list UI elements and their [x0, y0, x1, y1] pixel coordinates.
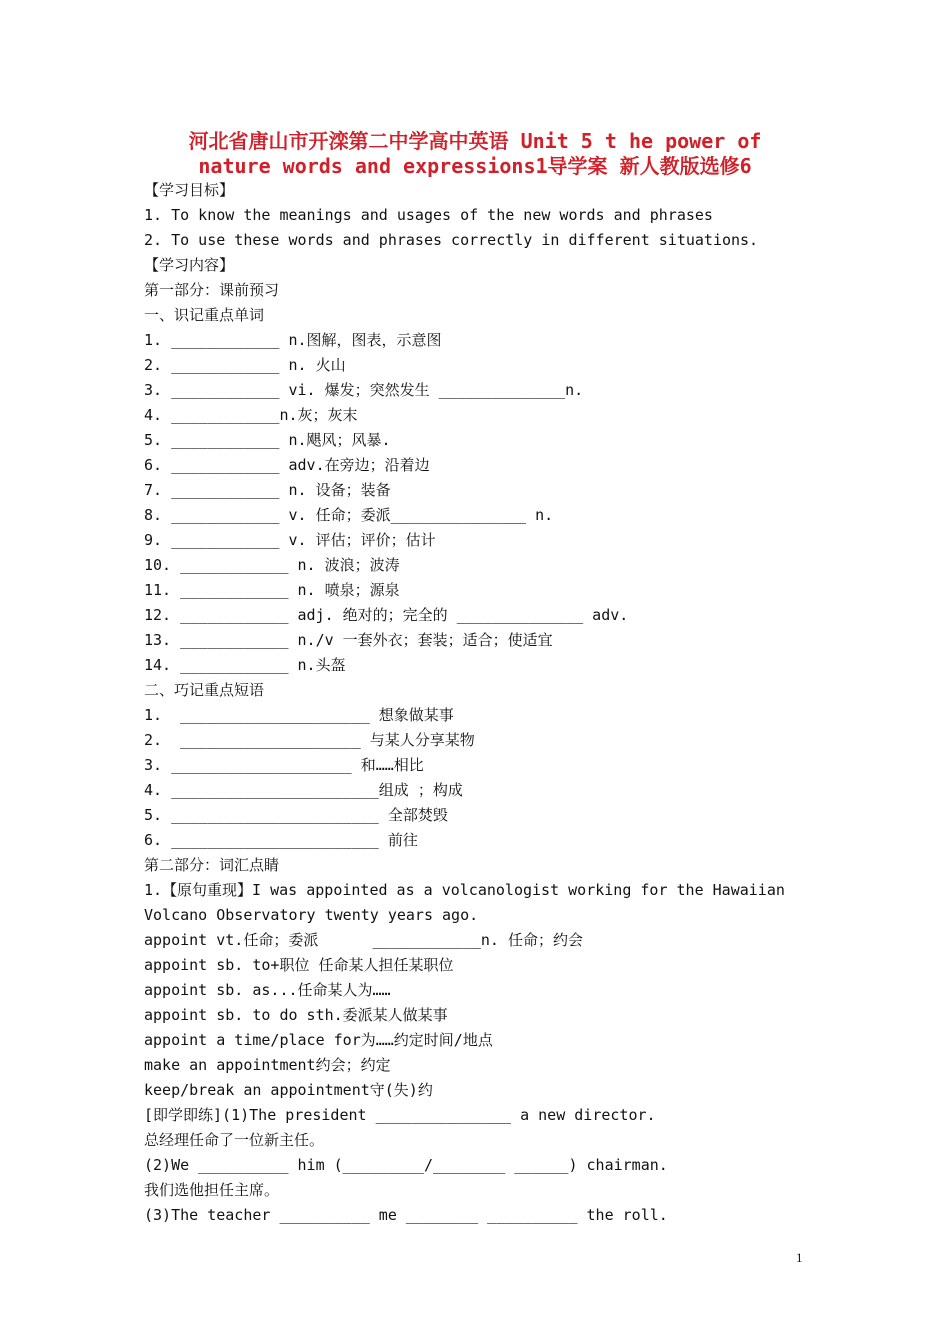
phrase-item-1: 1. _____________________ 想象做某事	[144, 706, 454, 724]
word-item-8: 8. ____________ v. 任命；委派_______________ n.	[144, 506, 554, 524]
phrase-item-2: 2. ____________________ 与某人分享某物	[144, 731, 475, 749]
exercise-2-translation: 我们选他担任主席。	[144, 1181, 280, 1199]
phrase-item-5: 5. _______________________ 全部焚毁	[144, 806, 448, 824]
exercise-1-translation: 总经理任命了一位新主任。	[144, 1131, 325, 1149]
exercise-3: (3)The teacher __________ me ________ __________ the roll.	[144, 1206, 668, 1224]
word-item-14: 14. ____________ n.头盔	[144, 656, 346, 674]
phrases-heading: 二、巧记重点短语	[144, 681, 265, 699]
usage-line-7: keep/break an appointment守(失)约	[144, 1081, 433, 1099]
document-title-line-1: 河北省唐山市开滦第二中学高中英语 Unit 5 t he power of	[188, 129, 762, 153]
words-heading: 一、识记重点单词	[144, 306, 265, 324]
usage-line-6: make an appointment约会；约定	[144, 1056, 391, 1074]
word-item-10: 10. ____________ n. 波浪；波涛	[144, 556, 400, 574]
usage-line-4: appoint sb. to do sth.委派某人做某事	[144, 1006, 448, 1024]
objective-2: 2. To use these words and phrases correctly in different situations.	[144, 231, 759, 249]
word-item-5: 5. ____________ n.飓风；风暴.	[144, 431, 391, 449]
word-item-13: 13. ____________ n./v 一套外衣；套装；适合；使适宜	[144, 631, 553, 649]
word-item-2: 2. ____________ n. 火山	[144, 356, 346, 374]
original-sentence-line-1: 1.【原句重现】I was appointed as a volcanologist working for the Hawaiian	[144, 881, 785, 899]
exercise-2: (2)We __________ him (_________/________ ______) chairman.	[144, 1156, 668, 1174]
original-sentence-line-2: Volcano Observatory twenty years ago.	[144, 906, 479, 924]
part-1-heading: 第一部分：课前预习	[144, 281, 280, 299]
part-2-heading: 第二部分：词汇点睛	[144, 856, 280, 874]
word-item-1: 1. ____________ n.图解，图表，示意图	[144, 331, 442, 349]
usage-line-1: appoint vt.任命；委派 ____________n. 任命；约会	[144, 931, 583, 949]
document-title-line-2: nature words and expressions1导学案 新人教版选修6	[198, 154, 752, 178]
page-number: 1	[796, 1250, 803, 1265]
objective-1: 1. To know the meanings and usages of the new words and phrases	[144, 206, 713, 224]
word-item-7: 7. ____________ n. 设备；装备	[144, 481, 391, 499]
word-item-11: 11. ____________ n. 喷泉；源泉	[144, 581, 400, 599]
exercise-1: [即学即练](1)The president _______________ a new director.	[144, 1106, 656, 1124]
word-item-9: 9. ____________ v. 评估；评价；估计	[144, 531, 436, 549]
word-item-4: 4. ____________n.灰；灰末	[144, 406, 358, 424]
usage-line-2: appoint sb. to+职位 任命某人担任某职位	[144, 956, 454, 974]
word-item-12: 12. ____________ adj. 绝对的；完全的 ______________ adv.	[144, 606, 629, 624]
phrase-item-3: 3. ____________________ 和……相比	[144, 756, 424, 774]
usage-line-3: appoint sb. as...任命某人为……	[144, 981, 391, 999]
section-heading-content: 【学习内容】	[144, 256, 235, 274]
word-item-6: 6. ____________ adv.在旁边；沿着边	[144, 456, 430, 474]
word-item-3: 3. ____________ vi. 爆发；突然发生 ______________n.	[144, 381, 584, 399]
document-body	[144, 178, 844, 1228]
phrase-item-6: 6. _______________________ 前往	[144, 831, 418, 849]
section-heading-objectives: 【学习目标】	[144, 181, 235, 199]
phrase-item-4: 4. _______________________组成 ；构成	[144, 781, 463, 799]
usage-line-5: appoint a time/place for为……约定时间/地点	[144, 1031, 493, 1049]
